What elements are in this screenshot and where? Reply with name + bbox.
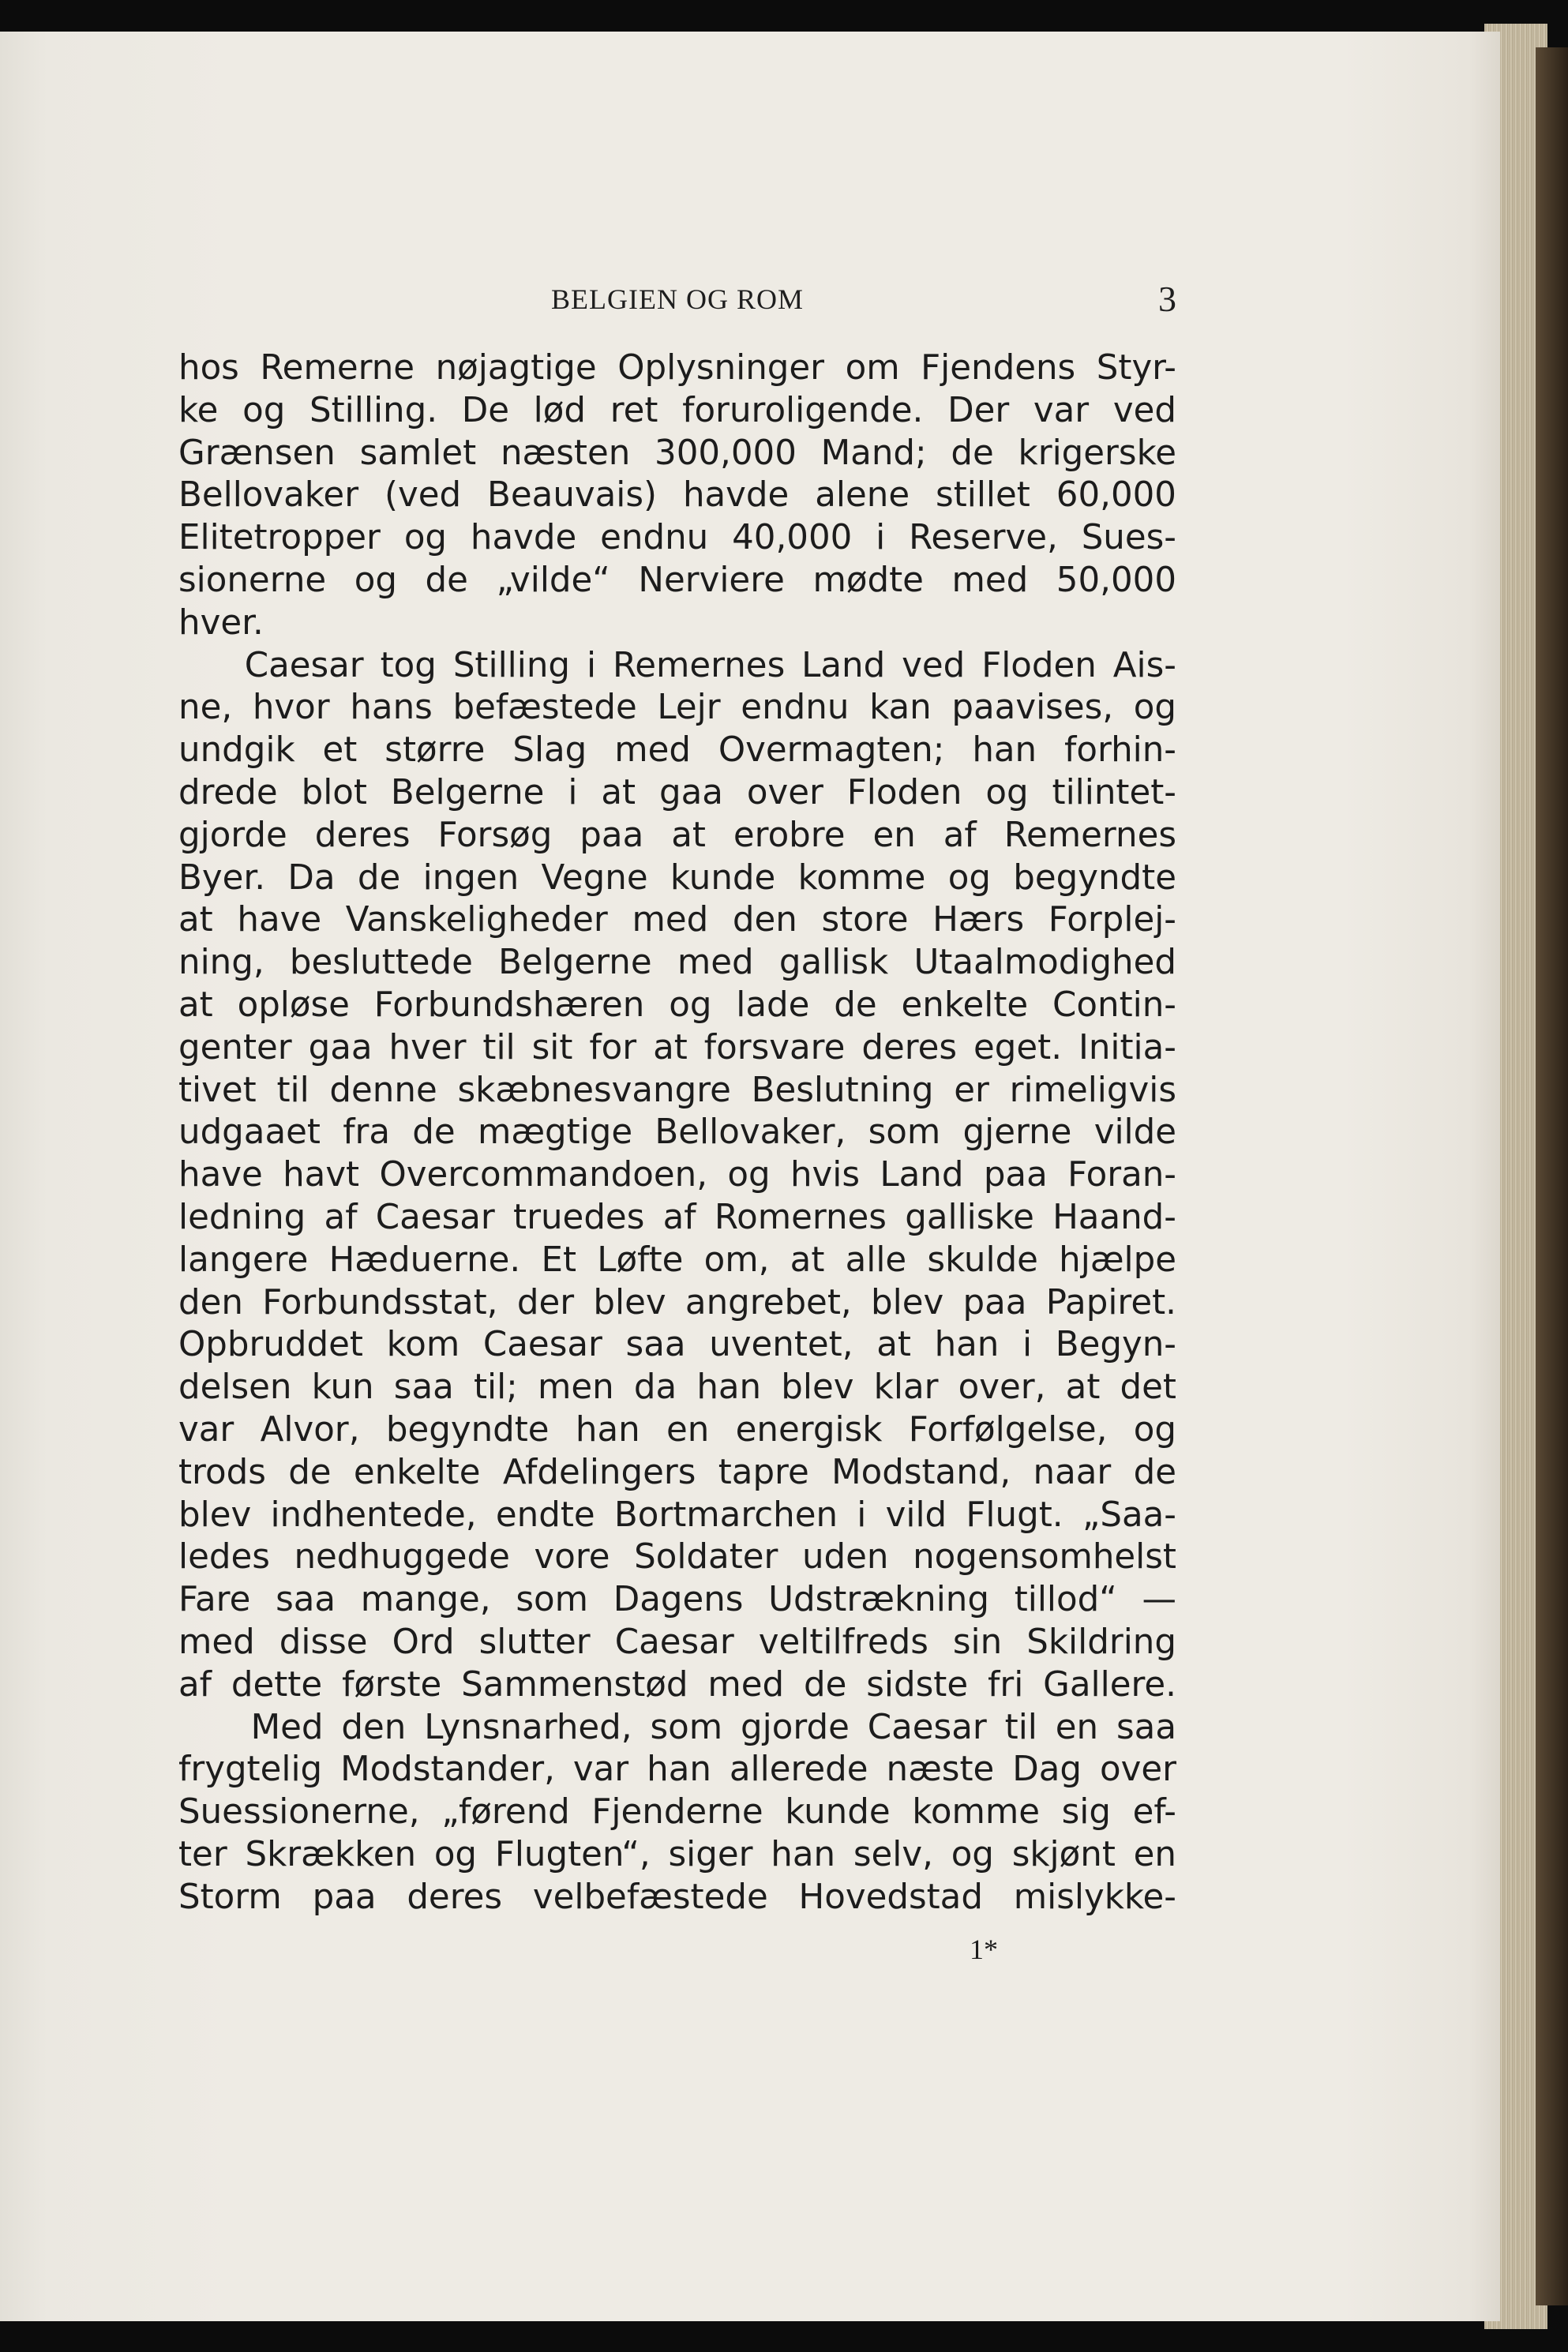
text-line: trods de enkelte Afdelingers tapre Modstand, naar de [178,1452,1176,1492]
text-line: genter gaa hver til sit for at forsvare deres eget. Initia- [178,1027,1176,1067]
text-line: sionerne og de „vilde“ Nerviere mødte med 50,000 [178,560,1176,600]
text-line: ter Skrækken og Flugten“, siger han selv, og skjønt en [178,1834,1176,1874]
signature-mark: 1* [970,1934,998,1965]
text-line: Fare saa mange, som Dagens Udstrækning tillod“ — [178,1580,1176,1620]
text-line: at have Vanskeligheder med den store Hærs Forplej- [178,900,1176,940]
text-line: ne, hvor hans befæstede Lejr endnu kan paavises, og [178,688,1176,728]
text-line: Byer. Da de ingen Vegne kunde komme og begyndte [178,857,1176,898]
text-line: var Alvor, begyndte han en energisk Forfølgelse, og [178,1409,1176,1450]
text-line: blev indhentede, endte Bortmarchen i vild Flugt. „Saa- [178,1495,1176,1535]
text-line: Opbruddet kom Caesar saa uventet, at han i Begyn- [178,1325,1176,1365]
text-line: Suessionerne, „førend Fjenderne kunde komme sig ef- [178,1792,1176,1832]
text-line: Med den Lynsnarhed, som gjorde Caesar til en saa [178,1707,1176,1747]
text-line: ledning af Caesar truedes af Romernes galliske Haand- [178,1197,1176,1237]
text-line: af dette første Sammenstød med de sidste fri Gallere. [178,1664,1176,1705]
text-line: hos Remerne nøjagtige Oplysninger om Fjendens Styr- [178,348,1176,388]
text-line: Caesar tog Stilling i Remernes Land ved Floden Ais- [178,645,1176,685]
text-line: den Forbundsstat, der blev angrebet, blev paa Papiret. [178,1282,1176,1322]
page-number: 3 [1158,279,1176,319]
text-line: frygtelig Modstander, var han allerede næste Dag over [178,1750,1176,1790]
text-line: tivet til denne skæbnesvangre Beslutning er rimeligvis [178,1070,1176,1110]
text-line: Storm paa deres velbefæstede Hovedstad mislykke- [178,1877,1176,1917]
text-line: at opløse Forbundshæren og lade de enkelte Contin- [178,985,1176,1025]
text-line: udgaaet fra de mægtige Bellovaker, som gjerne vilde [178,1112,1176,1153]
running-head: BELGIEN OG ROM [551,283,804,315]
book-cover-edge [1536,47,1568,2305]
text-line: hver. [178,602,264,643]
text-line: Elitetropper og havde endnu 40,000 i Reserve, Sues- [178,518,1176,558]
text-line: undgik et større Slag med Overmagten; han forhin- [178,730,1176,771]
text-line: have havt Overcommandoen, og hvis Land paa Foran- [178,1155,1176,1195]
text-line: ledes nedhuggede vore Soldater uden nogensomhelst [178,1537,1176,1577]
page-header [178,279,1176,330]
text-line: gjorde deres Forsøg paa at erobre en af Remernes [178,815,1176,855]
text-line: Grænsen samlet næsten 300,000 Mand; de krigerske [178,433,1176,473]
text-line: med disse Ord slutter Caesar veltilfreds sin Skildring [178,1622,1176,1662]
text-line: langere Hæduerne. Et Løfte om, at alle skulde hjælpe [178,1240,1176,1280]
text-line: delsen kun saa til; men da han blev klar over, at det [178,1367,1176,1408]
text-line: Bellovaker (ved Beauvais) havde alene stillet 60,000 [178,475,1176,516]
text-line: ning, besluttede Belgerne med gallisk Utaalmodighed [178,943,1176,983]
text-line: ke og Stilling. De lød ret foruroligende. Der var ved [178,390,1176,430]
text-line: drede blot Belgerne i at gaa over Floden og tilintet- [178,772,1176,812]
body-text [178,347,1176,1919]
